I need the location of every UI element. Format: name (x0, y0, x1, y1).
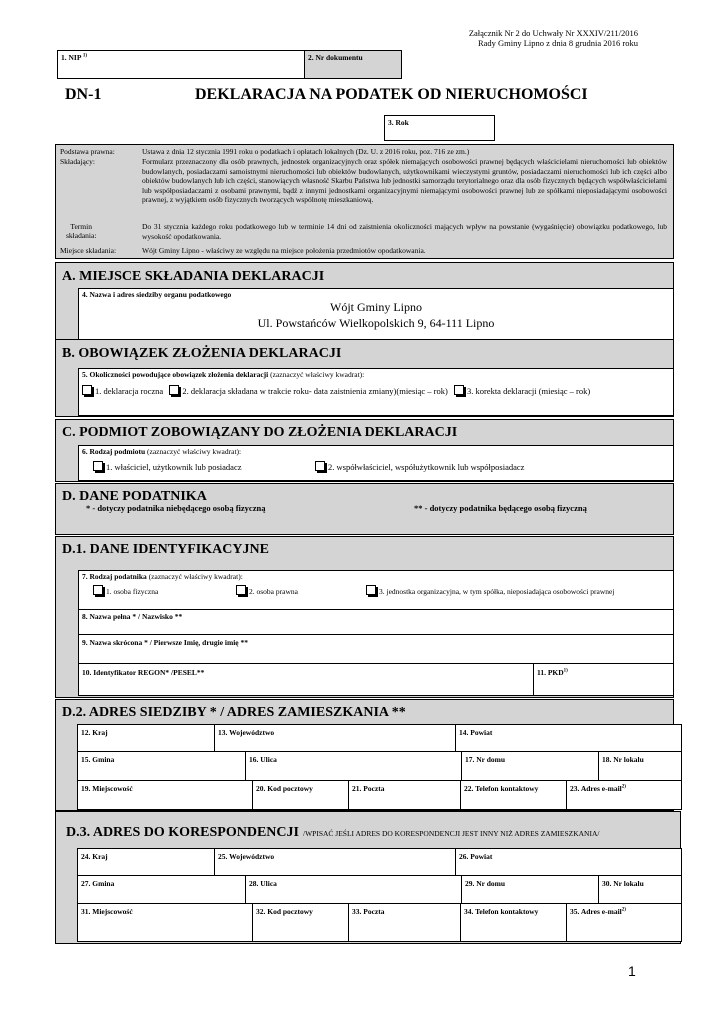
field-31[interactable] (78, 904, 253, 941)
section-d1-title: D.1. DANE IDENTYFIKACYJNE (62, 542, 269, 557)
field-20-label: 20. Kod pocztowy (256, 784, 313, 793)
taxpayer-option-1[interactable] (93, 585, 158, 596)
section-d2-title: D.2. ADRES SIEDZIBY * / ADRES ZAMIESZKANIA ** (62, 705, 406, 720)
nip-label (61, 53, 87, 62)
checkbox-icon[interactable] (315, 461, 325, 471)
section-d3-heading (66, 823, 599, 841)
form-code: DN-1 (65, 86, 102, 103)
field-6-label (82, 447, 241, 456)
year-field[interactable] (384, 115, 495, 141)
obligation-option-3[interactable] (454, 386, 590, 396)
field-28-label: 28. Ulica (249, 879, 277, 888)
doc-number-label: 2. Nr dokumentu (308, 53, 363, 62)
field-18-label: 18. Nr lokalu (602, 755, 644, 764)
taxpayer-option-2[interactable] (236, 585, 298, 596)
page-number: 1 (628, 963, 636, 979)
section-b (55, 339, 674, 417)
checkbox-icon[interactable] (236, 585, 246, 595)
section-c-title: C. PODMIOT ZOBOWIĄZANY DO ZŁOŻENIA DEKLARACJI (62, 425, 458, 440)
field-5-options (82, 385, 590, 396)
section-d-note-2: ** - dotyczy podatnika będącego osobą fizyczną (414, 503, 587, 513)
filer-text: Formularz przeznaczony dla osób prawnych, jednostek organizacyjnych oraz spółek niemających osobowości prawnej będących właścicielami nieruchomości lub obiektów budowlanych, posiadaczami samoistnymi nieruchomości lub obiektów budowlanych, użytkownikami wieczystymi gruntów, posiadaczami nieruchomości lub ich części albo obiektów budowlanych lub ich części, stanowiących własność Skarbu Państwa lub jednostki samorządu terytorialnego oraz dla osób fizycznych będących współwłaścicielami lub współposiadaczami z osobami prawnymi, bądź z innymi jednostkami organizacyjnymi niemającymi osobowości prawnej lub ze spółkami nieposiadającymi osobowości prawnej, z wyjątkiem osób fizycznych tworzących wspólnotę mieszkaniową. (142, 157, 667, 205)
field-24[interactable] (78, 849, 215, 875)
field-6-note: (zaznaczyć właściwy kwadrat): (147, 447, 242, 456)
field-8[interactable] (78, 609, 674, 635)
taxpayer-option-3-label: 3. jednostka organizacyjna, w tym spółka, nieposiadająca osobowości prawnej (379, 587, 615, 596)
deadline-label-2: składania: (66, 231, 97, 240)
taxpayer-option-1-label: 1. osoba fizyczna (106, 587, 159, 596)
field-32-label: 32. Kod pocztowy (256, 907, 313, 916)
attachment-line-1: Załącznik Nr 2 do Uchwały Nr XXXIV/211/2016 (468, 28, 638, 38)
nip-label-text: 1. NIP (61, 53, 82, 62)
deadline-text: Do 31 stycznia każdego roku podatkowego lub w terminie 14 dni od zaistnienia okoliczności mających wpływ na powstanie (wygaśnięcie) obowiązku podatkowego, lub wysokość opodatkowania. (142, 222, 667, 241)
field-30-label: 30. Nr lokalu (602, 879, 644, 888)
d3-row-2 (77, 876, 682, 904)
field-7-label-text: 7. Rodzaj podatnika (82, 572, 147, 581)
subject-option-1-label: 1. właściciel, użytkownik lub posiadacz (106, 462, 242, 472)
checkbox-icon[interactable] (93, 585, 103, 595)
field-25[interactable] (215, 849, 456, 875)
field-9-label: 9. Nazwa skrócona * / Pierwsze Imię, drugie imię ** (82, 638, 249, 647)
field-35-sup: 2) (621, 907, 626, 913)
subject-option-2-label: 2. współwłaściciel, współużytkownik lub współposiadacz (328, 462, 525, 472)
field-6-label-text: 6. Rodzaj podmiotu (82, 447, 146, 456)
section-d1 (55, 536, 674, 698)
checkbox-icon[interactable] (454, 385, 464, 395)
field-15[interactable] (78, 752, 246, 780)
field-29-label: 29. Nr domu (465, 879, 506, 888)
checkbox-icon[interactable] (82, 385, 92, 395)
field-19-label: 19. Miejscowość (81, 784, 133, 793)
field-33-label: 33. Poczta (352, 907, 385, 916)
field-4-label: 4. Nazwa i adres siedziby organu podatkowego (82, 290, 232, 299)
field-22[interactable] (461, 781, 567, 809)
field-8-label: 8. Nazwa pełna * / Nazwisko ** (82, 612, 183, 621)
field-23-label: 23. Adres e-mail (570, 784, 622, 793)
field-24-label: 24. Kraj (81, 852, 108, 861)
section-a (55, 262, 674, 342)
legal-basis-text: Ustawa z dnia 12 stycznia 1991 roku o podatkach i opłatach lokalnych (Dz. U. z 2016 roku, poz. 716 ze zm.) (142, 147, 470, 156)
field-28[interactable] (246, 876, 462, 903)
obligation-option-1[interactable] (82, 386, 163, 396)
field-25-label: 25. Województwo (218, 852, 275, 861)
field-32[interactable] (253, 904, 349, 941)
d3-row-3 (77, 904, 682, 942)
d3-row-1 (77, 848, 682, 876)
d2-row-3 (77, 781, 682, 810)
filer-label: Składający: (60, 157, 95, 166)
d2-row-1 (77, 724, 682, 752)
field-13-label: 13. Województwo (218, 728, 275, 737)
field-15-label: 15. Gmina (81, 755, 115, 764)
field-17[interactable] (462, 752, 599, 780)
year-label: 3. Rok (388, 118, 409, 127)
checkbox-icon[interactable] (169, 385, 179, 395)
nip-sup: 1) (82, 53, 88, 59)
taxpayer-option-3[interactable] (366, 585, 614, 596)
field-7 (78, 570, 674, 610)
subject-option-2[interactable] (315, 461, 524, 472)
field-35[interactable] (567, 904, 681, 941)
field-23-sup: 2) (621, 784, 626, 790)
obligation-option-3-label: 3. korekta deklaracji (miesiąc – rok) (466, 386, 591, 396)
field-18[interactable] (599, 752, 681, 780)
nip-field[interactable] (57, 50, 305, 79)
field-10[interactable] (78, 663, 534, 696)
section-d (55, 483, 674, 535)
info-block (55, 144, 674, 259)
field-22-label: 22. Telefon kontaktowy (464, 784, 539, 793)
deadline-label (66, 222, 96, 240)
field-19[interactable] (78, 781, 253, 809)
taxpayer-option-2-label: 2. osoba prawna (249, 587, 298, 596)
field-31-label: 31. Miejscowość (81, 907, 133, 916)
obligation-option-2[interactable] (169, 386, 448, 396)
field-30[interactable] (599, 876, 681, 903)
field-17-label: 17. Nr domu (465, 755, 506, 764)
section-b-title: B. OBOWIĄZEK ZŁOŻENIA DEKLARACJI (62, 346, 342, 361)
checkbox-icon[interactable] (366, 585, 376, 595)
obligation-option-2-label: 2. deklaracja składana w trakcie roku- data zaistnienia zmiany)(miesiąc – rok) (182, 386, 448, 396)
field-9[interactable] (78, 634, 674, 664)
authority-address: Ul. Powstańców Wielkopolskich 9, 64-111 Lipno (257, 316, 495, 330)
field-14[interactable] (456, 725, 681, 751)
field-14-label: 14. Powiat (459, 728, 493, 737)
field-4[interactable] (78, 288, 674, 341)
field-26[interactable] (456, 849, 681, 875)
field-12-label: 12. Kraj (81, 728, 108, 737)
field-6 (78, 445, 674, 481)
field-33[interactable] (349, 904, 461, 941)
field-21[interactable] (349, 781, 461, 809)
section-d-note-1: * - dotyczy podatnika niebędącego osobą fizyczną (86, 503, 266, 513)
field-27-label: 27. Gmina (81, 879, 115, 888)
checkbox-icon[interactable] (93, 461, 103, 471)
field-5-label (82, 370, 364, 379)
field-12[interactable] (78, 725, 215, 751)
field-29[interactable] (462, 876, 599, 903)
doc-number-field (304, 50, 402, 79)
field-10-label: 10. Identyfikator REGON* /PESEL** (82, 668, 205, 677)
place-label: Miejsce składania: (60, 246, 117, 255)
field-13[interactable] (215, 725, 456, 751)
field-26-label: 26. Powiat (459, 852, 493, 861)
attachment-note (430, 28, 638, 48)
subject-option-1[interactable] (93, 461, 242, 472)
section-d3-title: D.3. ADRES DO KORESPONDENCJI (66, 825, 299, 840)
place-text: Wójt Gminy Lipno - właściwy ze względu na miejsce położenia przedmiotów opodatkowania. (142, 246, 426, 255)
form-title: DEKLARACJA NA PODATEK OD NIERUCHOMOŚCI (195, 86, 588, 103)
section-a-title: A. MIEJSCE SKŁADANIA DEKLARACJI (62, 269, 325, 284)
legal-basis-label: Podstawa prawna: (60, 147, 115, 156)
field-23[interactable] (567, 781, 681, 809)
field-5 (78, 368, 674, 416)
field-11-sup: 1) (563, 668, 568, 674)
d2-row-2 (77, 752, 682, 781)
field-20[interactable] (253, 781, 349, 809)
deadline-label-1: Termin (70, 222, 92, 231)
field-5-label-text: 5. Okoliczności powodujące obowiązek złożenia deklaracji (82, 370, 269, 379)
section-c (55, 419, 674, 482)
field-7-label (82, 572, 243, 581)
field-27[interactable] (78, 876, 246, 903)
attachment-line-2: Rady Gminy Lipno z dnia 8 grudnia 2016 roku (477, 38, 638, 48)
field-11-label (537, 668, 568, 677)
field-11-label-text: 11. PKD (537, 668, 564, 677)
field-16[interactable] (246, 752, 462, 780)
field-21-label: 21. Poczta (352, 784, 385, 793)
obligation-option-1-label: 1. deklaracja roczna (95, 386, 164, 396)
field-7-note: (zaznaczyć właściwy kwadrat): (148, 572, 243, 581)
section-d3-title-note: /WPISAĆ JEŚLI ADRES DO KORESPONDENCJI JEST INNY NIŻ ADRES ZAMIESZKANIA/ (302, 829, 600, 838)
field-34-label: 34. Telefon kontaktowy (464, 907, 539, 916)
field-5-note: (zaznaczyć właściwy kwadrat): (270, 370, 365, 379)
authority-name: Wójt Gminy Lipno (330, 300, 422, 314)
field-34[interactable] (461, 904, 567, 941)
field-16-label: 16. Ulica (249, 755, 277, 764)
field-11[interactable] (533, 663, 674, 696)
field-35-label: 35. Adres e-mail (570, 907, 622, 916)
section-d-title: D. DANE PODATNIKA (62, 489, 207, 504)
